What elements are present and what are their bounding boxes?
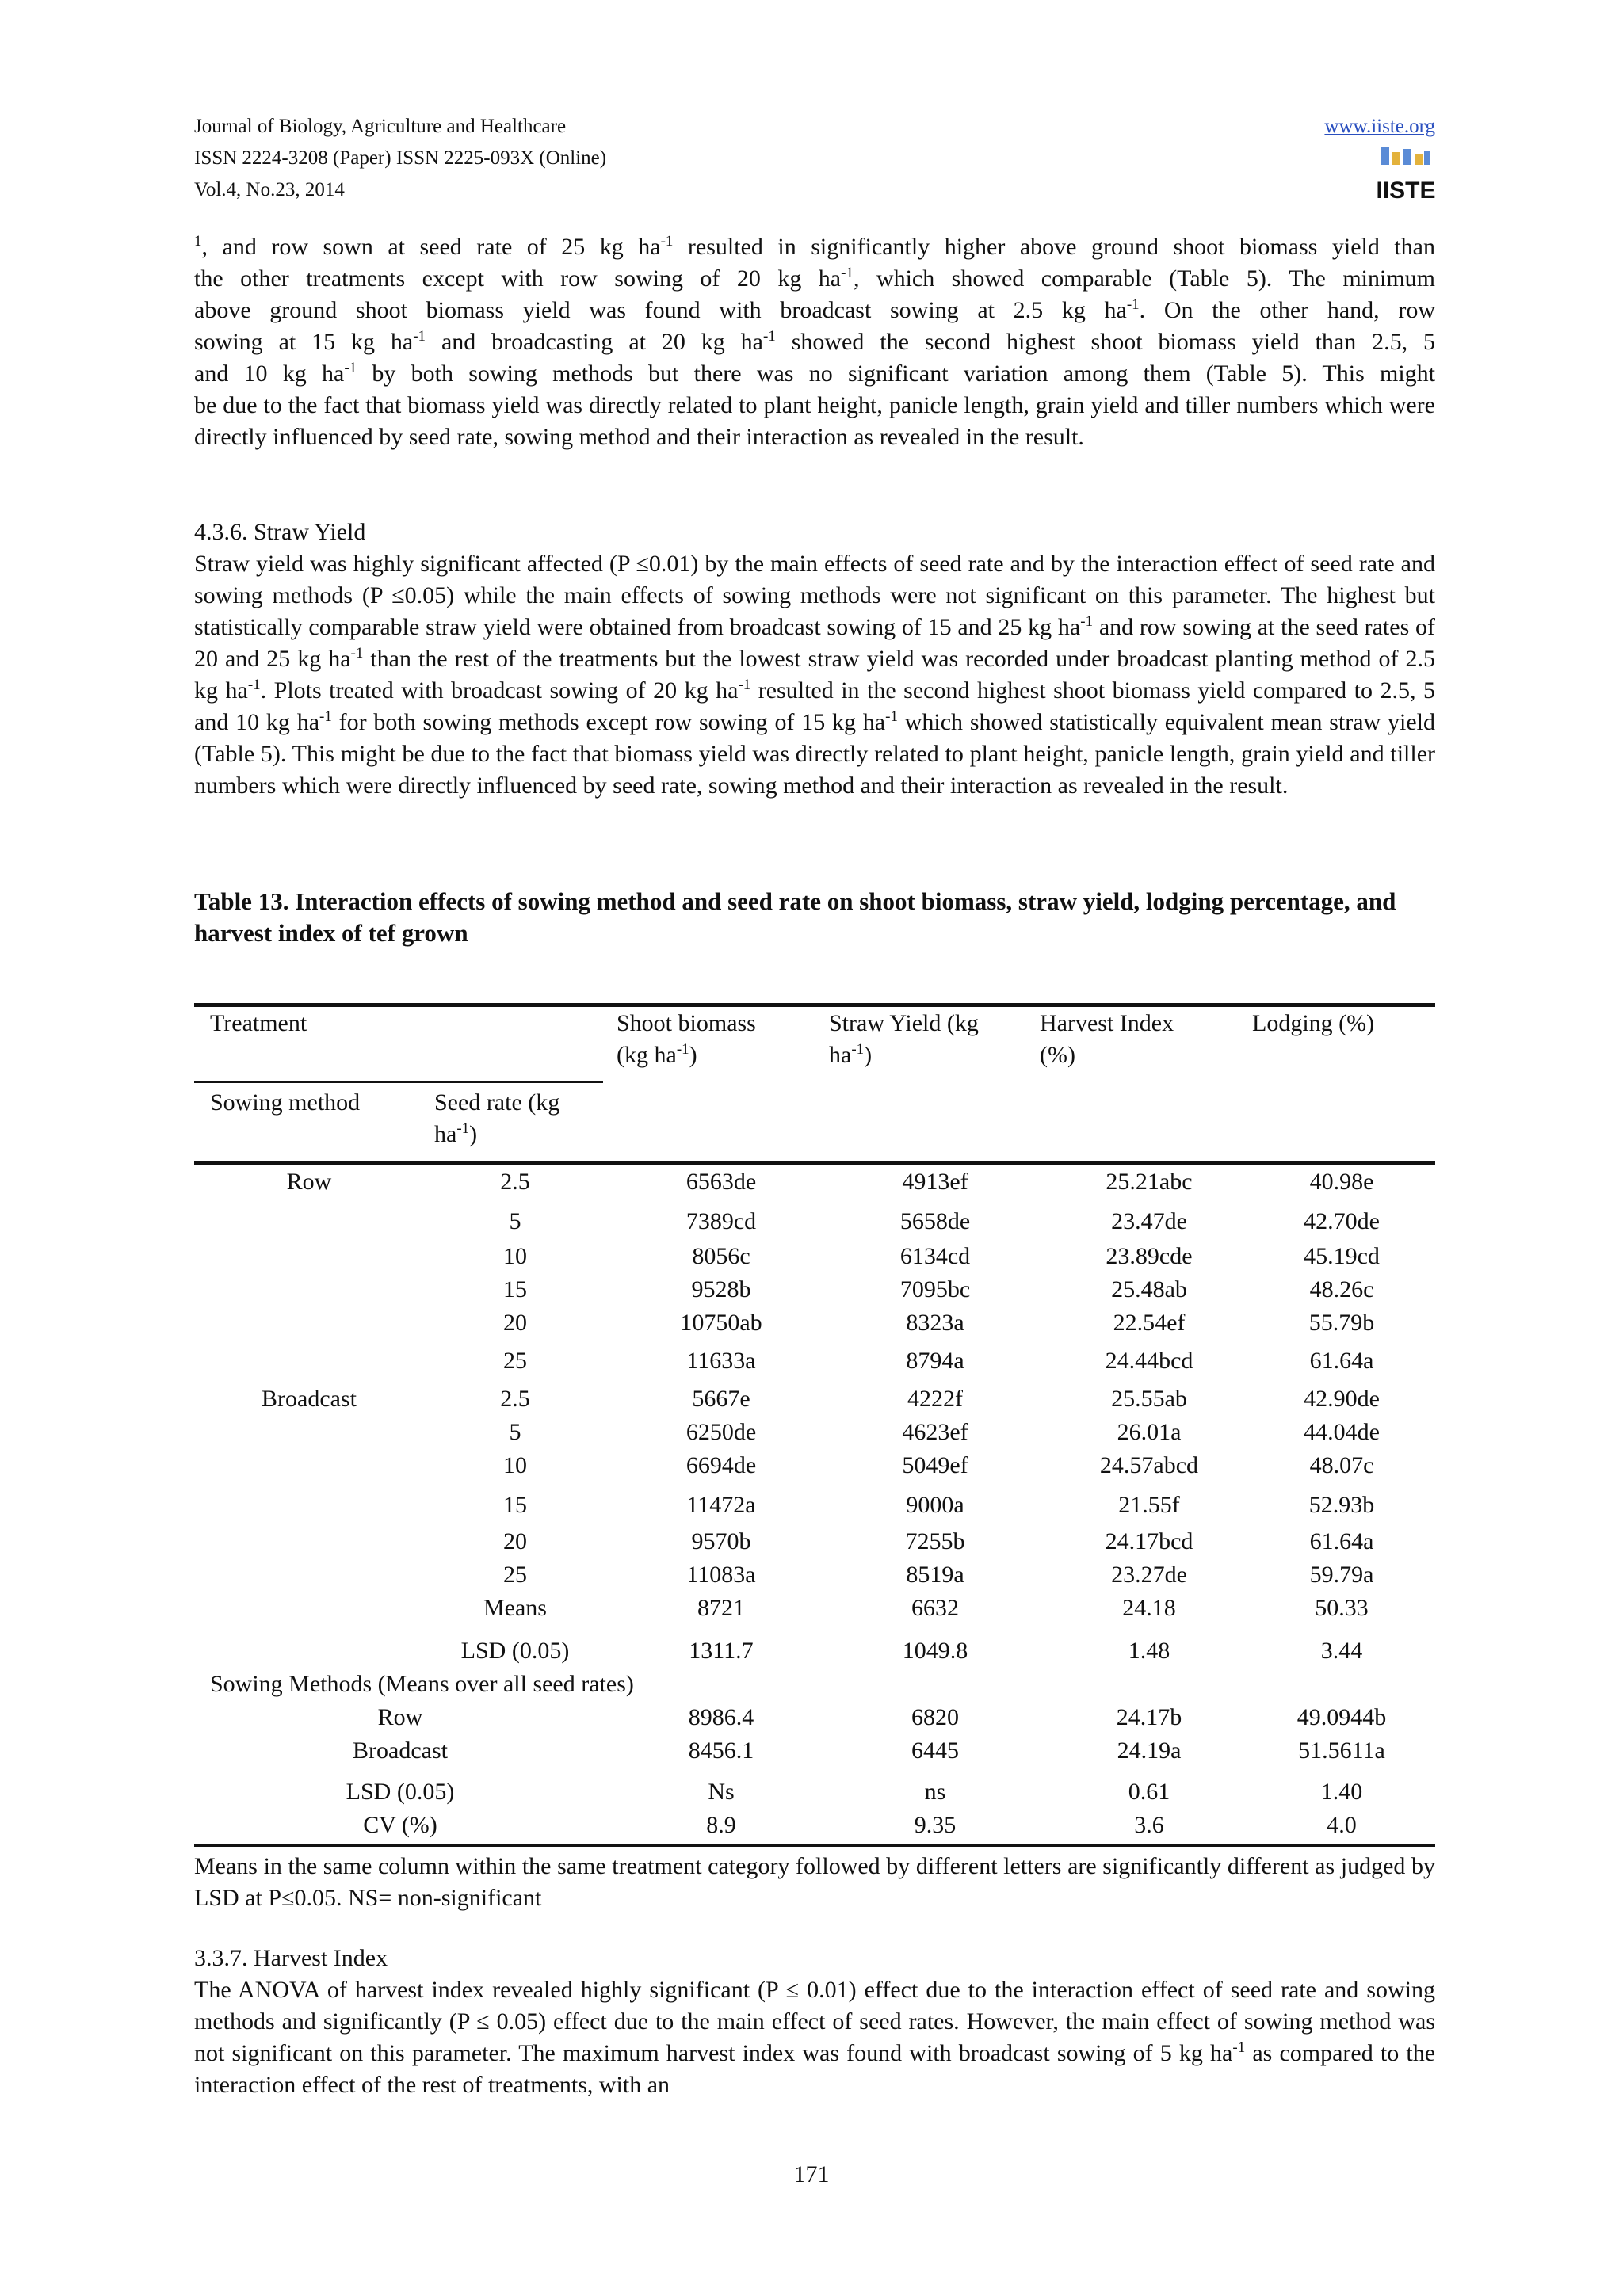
cell-lodging: 50.33 [1315, 1595, 1369, 1621]
cell-straw-yield: 1049.8 [902, 1638, 968, 1664]
table-header-rule [194, 1161, 1435, 1165]
cell-lodging: 61.64a [1309, 1528, 1374, 1554]
cell-lodging: 59.79a [1309, 1562, 1374, 1588]
intro-paragraph: $^1$, and row sown at seed rate of 25 kg $ha^{-1}$ resulted in significantly higher above ground shoot biomass yield than the other treatments except with row sowing of 20 kg $ha^{-1}$, which showed comparable (Table 5). The minimum above ground shoot biomass yield was found with broadcast sowing at 2.5 kg $ha^{-1}$. On the other hand, row sowing at 15 kg $ha^{-1}$ and broadcasting at 20 kg $ha^{-1}$ showed the second highest shoot biomass yield than 2.5, 5 and 10 kg $ha^{-1}$ by both sowing methods but there was no significant variation among them (Table 5). This might be due to the fact that biomass yield was directly related to plant height, panicle length, grain yield and tiller numbers which were directly influenced by seed rate, sowing method and their interaction as revealed in the result. [194, 233, 1436, 450]
cell-straw-yield: 9000a [906, 1492, 964, 1518]
cell-sowing-label: Broadcast [353, 1737, 448, 1764]
cell-seed-rate: 5 [509, 1208, 521, 1234]
cell-shoot-biomass: 8.9 [706, 1812, 736, 1838]
cell-straw-yield: 6134cd [899, 1243, 971, 1269]
cell-harvest-index: 21.55f [1118, 1492, 1180, 1518]
cell-lodging: 40.98e [1309, 1169, 1374, 1195]
cell-sowing-label: Row [377, 1704, 423, 1730]
cell-harvest-index: 25.21abc [1106, 1169, 1193, 1195]
table-row [194, 1383, 1435, 1415]
cell-harvest-index: 3.6 [1134, 1812, 1164, 1838]
cell-straw-yield: 7255b [905, 1528, 965, 1554]
header-harvest-index: Harvest Index (%) [1040, 1010, 1174, 1068]
cell-seed-rate: 10 [503, 1452, 527, 1478]
cell-seed-rate: Means [483, 1595, 547, 1621]
cell-shoot-biomass: 6250de [685, 1419, 757, 1445]
cell-seed-rate: 2.5 [500, 1386, 530, 1412]
header-shoot-biomass: Shoot biomass (kg $ha^{-1}$) [617, 1010, 756, 1068]
cell-harvest-index: 24.17bcd [1105, 1528, 1193, 1554]
cell-sowing-method: Row [286, 1169, 332, 1195]
cell-shoot-biomass: 9528b [691, 1276, 751, 1302]
cell-lodging: 48.26c [1309, 1276, 1374, 1302]
cell-lodging: 4.0 [1327, 1812, 1357, 1838]
cell-harvest-index: 24.19a [1117, 1737, 1182, 1764]
cell-straw-yield: ns [924, 1779, 946, 1805]
table-footnote: Means in the same column within the same treatment category followed by different letters are significantly different as judged by LSD at P≤0.05. NS= non-significant [194, 1853, 1435, 1911]
cell-lodging: 55.79b [1308, 1310, 1375, 1336]
journal-website-link[interactable]: www.iiste.org [1324, 116, 1435, 137]
iiste-logo [1376, 146, 1436, 209]
cell-shoot-biomass: Ns [708, 1779, 735, 1805]
header-straw-yield: Straw Yield (kg $ha^{-1}$) [829, 1010, 979, 1068]
cell-harvest-index: 26.01a [1117, 1419, 1182, 1445]
cell-seed-rate: 10 [503, 1243, 527, 1269]
cell-shoot-biomass: 8986.4 [688, 1704, 754, 1730]
cell-seed-rate: LSD (0.05) [460, 1638, 570, 1664]
straw-yield-section [194, 517, 1435, 802]
cell-seed-rate: 5 [509, 1419, 521, 1445]
cell-shoot-biomass: 6563de [685, 1169, 757, 1195]
table-row [194, 1735, 1435, 1767]
journal-issn: ISSN 2224-3208 (Paper) ISSN 2225-093X (Online) [194, 147, 607, 169]
harvest-index-heading: 3.3.7. Harvest Index [194, 1945, 388, 1971]
straw-yield-heading: 4.3.6. Straw Yield [194, 519, 366, 545]
cell-straw-yield: 6820 [911, 1704, 959, 1730]
table-caption: Table 13. Interaction effects of sowing method and seed rate on shoot biomass, straw yield, lodging percentage, and harvest index of tef grown [194, 887, 1396, 947]
straw-yield-text: Straw yield was highly significant affected (P ≤0.01) by the main effects of seed rate and by the interaction effect of seed rate and sowing methods (P ≤0.05) while the main effects of sowing methods were not significant on this parameter. The highest but statistically comparable straw yield were obtained from broadcast sowing of 15 and 25 kg $ha^{-1}$ and row sowing at the seed rates of 20 and 25 kg $ha^{-1}$ than the rest of the treatments but the lowest straw yield was recorded under broadcast planting method of 2.5 kg $ha^{-1}$. Plots treated with broadcast sowing of 20 kg $ha^{-1}$ resulted in the second highest shoot biomass yield compared to 2.5, 5 and 10 kg $ha^{-1}$ for both sowing methods except row sowing of 15 kg $ha^{-1}$ which showed statistically equivalent mean straw yield (Table 5). This might be due to the fact that biomass yield was directly related to plant height, panicle length, grain yield and tiller numbers which were directly influenced by seed rate, sowing method and their interaction as revealed in the result. [194, 551, 1435, 799]
table-header-subrule [194, 1081, 603, 1083]
table-bottom-rule [194, 1844, 1435, 1847]
table-row [194, 1702, 1435, 1733]
harvest-index-text: The ANOVA of harvest index revealed highly significant (P ≤ 0.01) effect due to the interaction effect of seed rate and sowing methods and significantly (P ≤ 0.05) effect due to the main effect of seed rates. However, the main effect of sowing method was not significant on this parameter. The maximum harvest index was found with broadcast sowing of 5 kg $ha^{-1}$ as compared to the interaction effect of the rest of treatments, with an [194, 1977, 1436, 2098]
cell-lodging: 3.44 [1320, 1638, 1363, 1664]
cell-straw-yield: 8519a [906, 1562, 964, 1588]
table-row [194, 1241, 1435, 1272]
header-seed-rate: Seed rate (kg $ha^{-1}$) [434, 1089, 560, 1147]
cell-shoot-biomass: 1311.7 [689, 1638, 754, 1664]
cell-lodging: 52.93b [1308, 1492, 1375, 1518]
table-row [194, 1166, 1435, 1198]
table-row [194, 1450, 1435, 1482]
cell-shoot-biomass: 8456.1 [688, 1737, 754, 1764]
cell-lodging: 44.04de [1304, 1419, 1380, 1445]
cell-shoot-biomass: 5667e [692, 1386, 750, 1412]
cell-seed-rate: 15 [503, 1276, 527, 1302]
harvest-index-section [194, 1943, 1435, 2101]
header-treatment: Treatment [210, 1010, 307, 1036]
cell-harvest-index: 25.55ab [1111, 1386, 1187, 1412]
table-row [194, 1635, 1435, 1667]
cell-harvest-index: 24.17b [1116, 1704, 1182, 1730]
cell-lodging: 61.64a [1309, 1348, 1374, 1374]
cell-straw-yield: 6445 [911, 1737, 959, 1764]
table-row [194, 1810, 1435, 1841]
cell-sowing-label: CV (%) [363, 1812, 437, 1838]
cell-lodging: 42.70de [1304, 1208, 1380, 1234]
cell-harvest-index: 23.89cde [1106, 1243, 1193, 1269]
cell-shoot-biomass: 10750ab [680, 1310, 762, 1336]
cell-shoot-biomass: 11633a [686, 1348, 756, 1374]
cell-lodging: 48.07c [1309, 1452, 1374, 1478]
cell-straw-yield: 8794a [906, 1348, 964, 1374]
cell-seed-rate: 20 [503, 1528, 527, 1554]
cell-straw-yield: 4913ef [902, 1169, 968, 1195]
table-row [194, 1417, 1435, 1448]
journal-header [194, 111, 1435, 214]
cell-shoot-biomass: 11472a [686, 1492, 756, 1518]
cell-harvest-index: 23.27de [1111, 1562, 1187, 1588]
cell-seed-rate: 20 [503, 1310, 527, 1336]
cell-harvest-index: 23.47de [1111, 1208, 1187, 1234]
cell-seed-rate: 15 [503, 1492, 527, 1518]
cell-shoot-biomass: 9570b [691, 1528, 751, 1554]
header-sowing-method: Sowing method [210, 1089, 361, 1116]
table-row [194, 1559, 1435, 1591]
cell-lodging: 51.5611a [1298, 1737, 1385, 1764]
table-row [194, 1206, 1435, 1238]
table-row [194, 1592, 1435, 1624]
iiste-logo-text: IISTE [1376, 177, 1436, 204]
table-row [194, 1345, 1435, 1377]
table-row [194, 1776, 1435, 1808]
cell-harvest-index: 25.48ab [1111, 1276, 1187, 1302]
cell-straw-yield: 6632 [911, 1595, 959, 1621]
cell-lodging: 1.40 [1320, 1779, 1363, 1805]
table-row [194, 1307, 1435, 1339]
header-lodging: Lodging (%) [1252, 1010, 1375, 1036]
cell-harvest-index: 0.61 [1128, 1779, 1170, 1805]
table-row [194, 1526, 1435, 1558]
table-row [194, 1489, 1435, 1521]
cell-seed-rate: 25 [503, 1348, 527, 1374]
cell-straw-yield: 4222f [907, 1386, 963, 1412]
cell-shoot-biomass: 6694de [685, 1452, 757, 1478]
cell-harvest-index: 24.57abcd [1099, 1452, 1199, 1478]
table-top-rule [194, 1003, 1435, 1007]
cell-straw-yield: 5658de [899, 1208, 971, 1234]
cell-lodging: 49.0944b [1296, 1704, 1387, 1730]
cell-straw-yield: 8323a [906, 1310, 964, 1336]
cell-harvest-index: 22.54ef [1113, 1310, 1186, 1336]
cell-straw-yield: 7095bc [899, 1276, 971, 1302]
table-row [194, 1274, 1435, 1306]
cell-seed-rate: 25 [503, 1562, 527, 1588]
cell-shoot-biomass: 8721 [697, 1595, 745, 1621]
cell-harvest-index: 1.48 [1128, 1638, 1170, 1664]
cell-straw-yield: 4623ef [902, 1419, 968, 1445]
cell-straw-yield: 9.35 [914, 1812, 957, 1838]
cell-lodging: 45.19cd [1304, 1243, 1380, 1269]
cell-shoot-biomass: 11083a [686, 1562, 756, 1588]
journal-volume: Vol.4, No.23, 2014 [194, 179, 345, 200]
cell-sowing-method: Broadcast [262, 1386, 357, 1412]
cell-harvest-index: 24.44bcd [1105, 1348, 1193, 1374]
journal-title: Journal of Biology, Agriculture and Healthcare [194, 116, 567, 137]
page-number: 171 [793, 2161, 830, 2187]
sowing-means-label [194, 1669, 1435, 1700]
cell-seed-rate: 2.5 [500, 1169, 530, 1195]
cell-shoot-biomass: 7389cd [685, 1208, 757, 1234]
cell-lodging: 42.90de [1304, 1386, 1380, 1412]
cell-straw-yield: 5049ef [902, 1452, 968, 1478]
cell-shoot-biomass: 8056c [692, 1243, 750, 1269]
cell-harvest-index: 24.18 [1122, 1595, 1176, 1621]
sowing-means-label-text: Sowing Methods (Means over all seed rates) [210, 1671, 634, 1697]
cell-sowing-label: LSD (0.05) [346, 1779, 455, 1805]
